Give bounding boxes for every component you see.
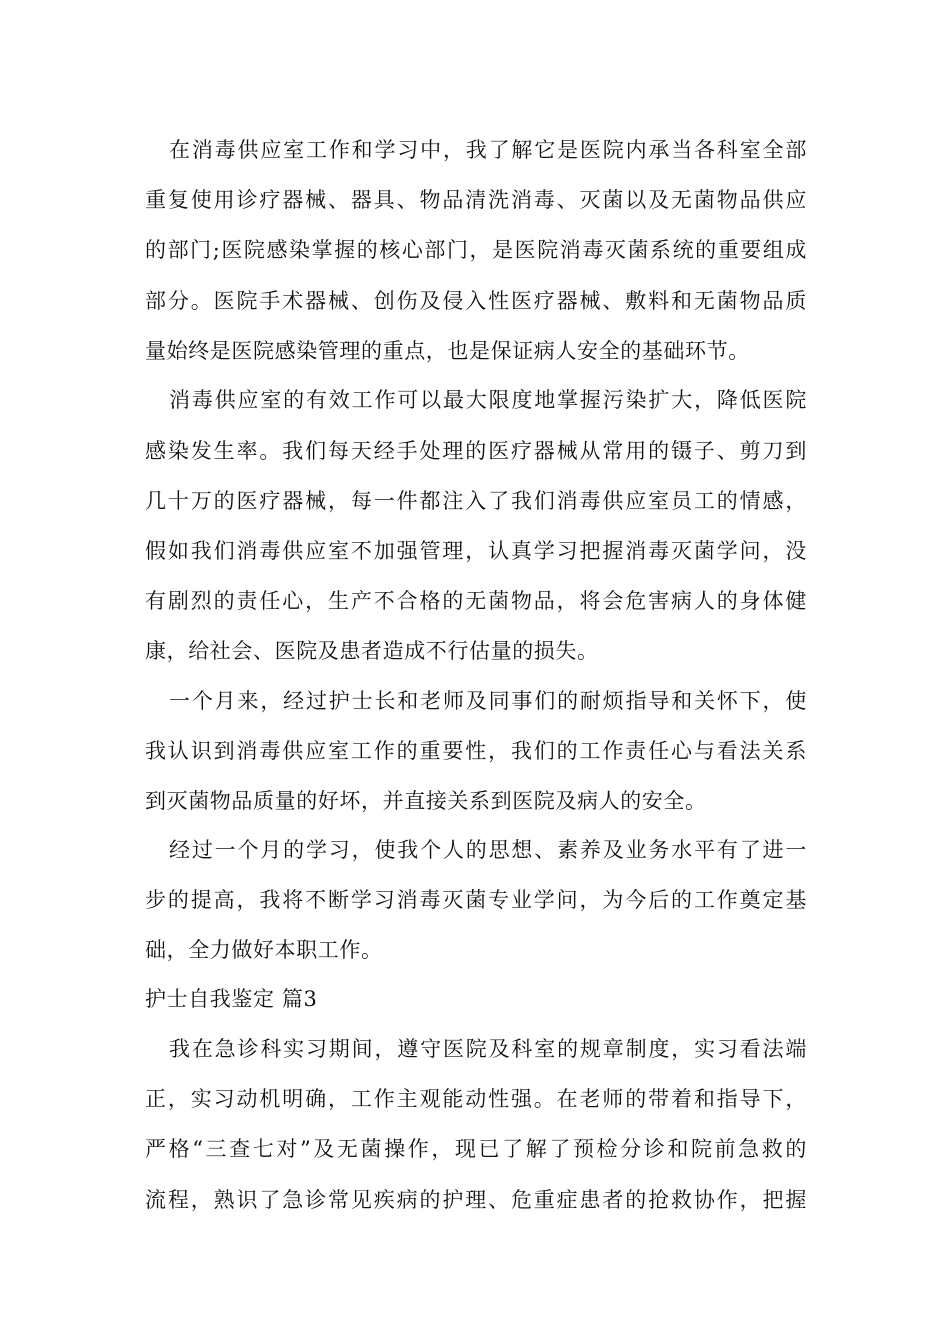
paragraph-1-line-3: 的部门;医院感染掌握的核心部门，是医院消毒灭菌系统的重要组成 [145, 238, 807, 262]
paragraph-4-line-3: 础，全力做好本职工作。 [145, 938, 383, 962]
paragraph-3-line-3: 到灭菌物品质量的好坏，并直接关系到医院及病人的安全。 [145, 789, 707, 813]
paragraph-1-line-4: 部分。医院手术器械、创伤及侵入性医疗器械、敷料和无菌物品质 [145, 289, 807, 313]
paragraph-4-line-2: 步的提高，我将不断学习消毒灭菌专业学问，为今后的工作奠定基 [145, 888, 807, 912]
paragraph-1-line-1: 在消毒供应室工作和学习中，我了解它是医院内承当各科室全部 [169, 138, 807, 162]
paragraph-4-line-1: 经过一个月的学习，使我个人的思想、素养及业务水平有了进一 [169, 838, 807, 862]
paragraph-2-line-5: 有剧烈的责任心，生产不合格的无菌物品，将会危害病人的身体健 [145, 589, 807, 613]
paragraph-5-line-1: 我在急诊科实习期间，遵守医院及科室的规章制度，实习看法端 [169, 1037, 807, 1061]
paragraph-5-line-4: 流程，熟识了急诊常见疾病的护理、危重症患者的抢救协作，把握 [145, 1188, 807, 1212]
paragraph-2-line-6: 康，给社会、医院及患者造成不行估量的损失。 [145, 639, 599, 663]
paragraph-5-line-3: 严格“三查七对”及无菌操作，现已了解了预检分诊和院前急救的 [145, 1137, 807, 1161]
section-heading: 护士自我鉴定 篇3 [145, 987, 318, 1011]
paragraph-1-line-5: 量始终是医院感染管理的重点，也是保证病人安全的基础环节。 [145, 339, 750, 363]
paragraph-2-line-4: 假如我们消毒供应室不加强管理，认真学习把握消毒灭菌学问，没 [145, 539, 807, 563]
paragraph-3-line-2: 我认识到消毒供应室工作的重要性，我们的工作责任心与看法关系 [145, 739, 807, 763]
paragraph-3-line-1: 一个月来，经过护士长和老师及同事们的耐烦指导和关怀下，使 [169, 689, 807, 713]
paragraph-2-line-1: 消毒供应室的有效工作可以最大限度地掌握污染扩大，降低医院 [169, 388, 807, 412]
paragraph-2-line-3: 几十万的医疗器械，每一件都注入了我们消毒供应室员工的情感， [145, 489, 807, 513]
paragraph-2-line-2: 感染发生率。我们每天经手处理的医疗器械从常用的镊子、剪刀到 [145, 439, 807, 463]
paragraph-5-line-2: 正，实习动机明确，工作主观能动性强。在老师的带着和指导下， [145, 1087, 807, 1111]
paragraph-1-line-2: 重复使用诊疗器械、器具、物品清洗消毒、灭菌以及无菌物品供应 [145, 188, 807, 212]
